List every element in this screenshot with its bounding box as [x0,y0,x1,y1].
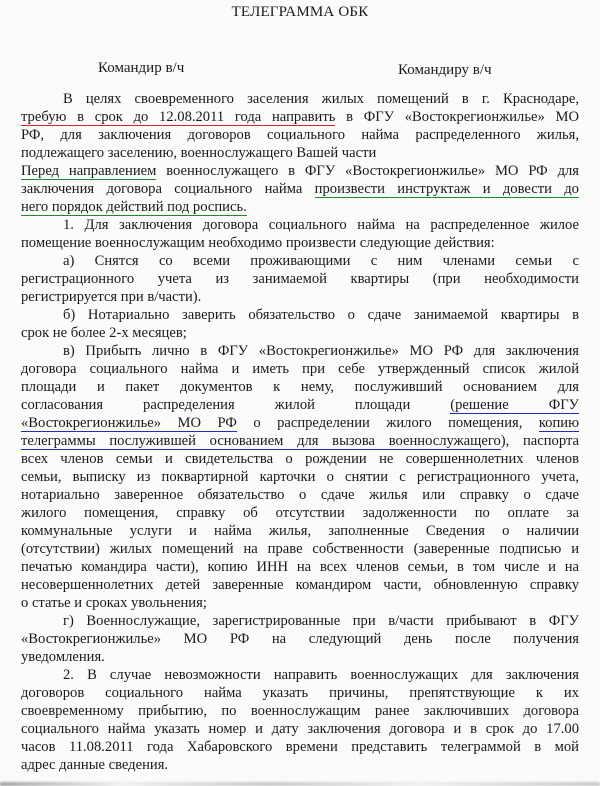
text-segment: о распределении жилого помещения, [236,415,539,431]
text-segment: часов 11.08.2011 года Хабаровского времени представить телеграммой в мой [21,739,579,755]
text-segment: В целях своевременного заселения жилых помещений в г. Краснодаре, [63,91,579,107]
text-line [21,720,579,738]
text-segment: договоров социального найма указать причины, препятствующие к их [21,685,579,701]
underlined-text: «Востокрегионжилье» МО РФ [21,415,237,431]
underlined-text: требую в срок до 12.08.2011 года направить [21,109,336,125]
text-segment: регистрируется при в/части). [21,289,202,305]
text-segment: в) Прибыть лично в ФГУ «Востокрегионжилье» МО РФ для заключения [63,343,579,359]
text-segment: в ФГУ «Востокрегионжилье» МО [335,109,579,125]
text-segment: ), паспорта [500,433,579,449]
underlined-text: него порядок действий под роспись. [21,199,247,215]
text-segment: заключения договора социального найма [21,181,315,197]
text-line [21,216,579,234]
text-segment: всех членов семьи и свидетельства о рождении не совершеннолетних членов [21,451,579,467]
text-segment: регистрационного учета из занимаемой квартиры (при необходимости [21,271,579,287]
text-segment: подлежащего заселению, военнослужащего Вашей части [21,145,377,161]
text-segment: адрес данные сведения. [21,757,169,773]
text-line [21,612,579,630]
recipient-label: Командиру в/ч [398,62,492,78]
sender-label: Командир в/ч [98,60,185,76]
text-line [21,540,579,558]
text-line [21,648,579,666]
text-line [21,558,579,576]
text-line [21,738,579,756]
text-line [21,666,579,684]
text-line [21,702,579,720]
text-segment: жилого помещения, справку об отсутствии задолженности по оплате за [21,505,579,521]
text-segment: уведомления. [21,649,105,665]
text-line [21,342,579,360]
text-line [21,450,579,468]
text-segment: о статье и сроках увольнения; [21,595,207,611]
scan-smudge [0,782,600,786]
text-segment: согласования распределения жилой площади [21,397,451,413]
text-line [21,504,579,522]
document-title: ТЕЛЕГРАММА ОБК [231,4,369,20]
text-segment: коммунальные услуги и найма жилья, заполненные Сведения о наличии [21,523,579,539]
text-line [21,198,579,216]
text-line [21,756,579,774]
text-line [21,594,579,612]
underlined-text: телеграммы послужившей основанием для вызова военнослужащего [21,433,501,449]
text-segment: военнослужащего в ФГУ «Востокрегионжилье» МО РФ для [156,163,579,179]
text-line [21,396,579,414]
text-line [21,306,579,324]
text-line [21,576,579,594]
text-line [21,126,579,144]
text-segment: б) Нотариально заверить обязательство о сдаче занимаемой квартиры в [63,307,579,323]
text-segment: площади и пакет документов к нему, послуживший основанием для [21,379,579,395]
underlined-text: копию [538,415,579,431]
text-segment: «Востокрегионжилье» МО РФ на следующий день после получения [21,631,579,647]
text-segment: РФ, для заключения договоров социального найма распределенного жилья, [21,127,579,143]
text-line [21,414,579,432]
text-line [21,234,579,252]
text-segment: нотариально заверенное обязательство о сдаче жилья или справку о сдаче [21,487,579,503]
text-line [21,90,579,108]
text-segment: 1. Для заключения договора социального найма на распределенное жилое [63,217,579,233]
telegram-body [21,90,579,774]
text-segment: печатью командира части), копию ИНН на всех членов семьи, в том числе и на [21,559,579,575]
text-line [21,162,579,180]
text-line [21,144,579,162]
text-line [21,252,579,270]
text-line [21,432,579,450]
text-segment: договора социального найма и иметь при себе утвержденный список жилой [21,361,579,377]
text-line [21,324,579,342]
text-line [21,270,579,288]
text-line [21,522,579,540]
text-segment: срок не более 2-х месяцев; [21,325,187,341]
text-line [21,486,579,504]
text-line [21,630,579,648]
text-line [21,684,579,702]
text-line [21,468,579,486]
text-segment: семьи, выписку из поквартирной карточки о снятии с регистрационного учета, [21,469,579,485]
text-line [21,288,579,306]
text-segment: социального найма указать номер и дату заключения договора и в срок до 17.00 [21,721,579,737]
text-segment: несовершеннолетних детей заверенные командиром части, обновленную справку [21,577,579,593]
text-segment: (отсутствии) жилых помещений на праве собственности (заверенные подписью и [21,541,579,557]
text-segment: 2. В случае невозможности направить военнослужащих для заключения [63,667,579,683]
underlined-text: (решение ФГУ [450,397,579,413]
text-line [21,378,579,396]
text-line [21,108,579,126]
text-line [21,180,579,198]
text-segment: своевременному прибытию, по военнослужащим ранее заключивших договора [21,703,579,719]
text-segment: г) Военнослужащие, зарегистрированные при в/части прибывают в ФГУ [63,613,579,629]
text-segment: помещение военнослужащим необходимо произвести следующие действия: [21,235,495,251]
text-line [21,360,579,378]
underlined-text: Перед направлением [21,163,157,179]
underlined-text: произвести инструктаж и довести до [314,181,579,197]
text-segment: а) Снятся со всеми проживающими с ним членами семьи с [63,253,579,269]
